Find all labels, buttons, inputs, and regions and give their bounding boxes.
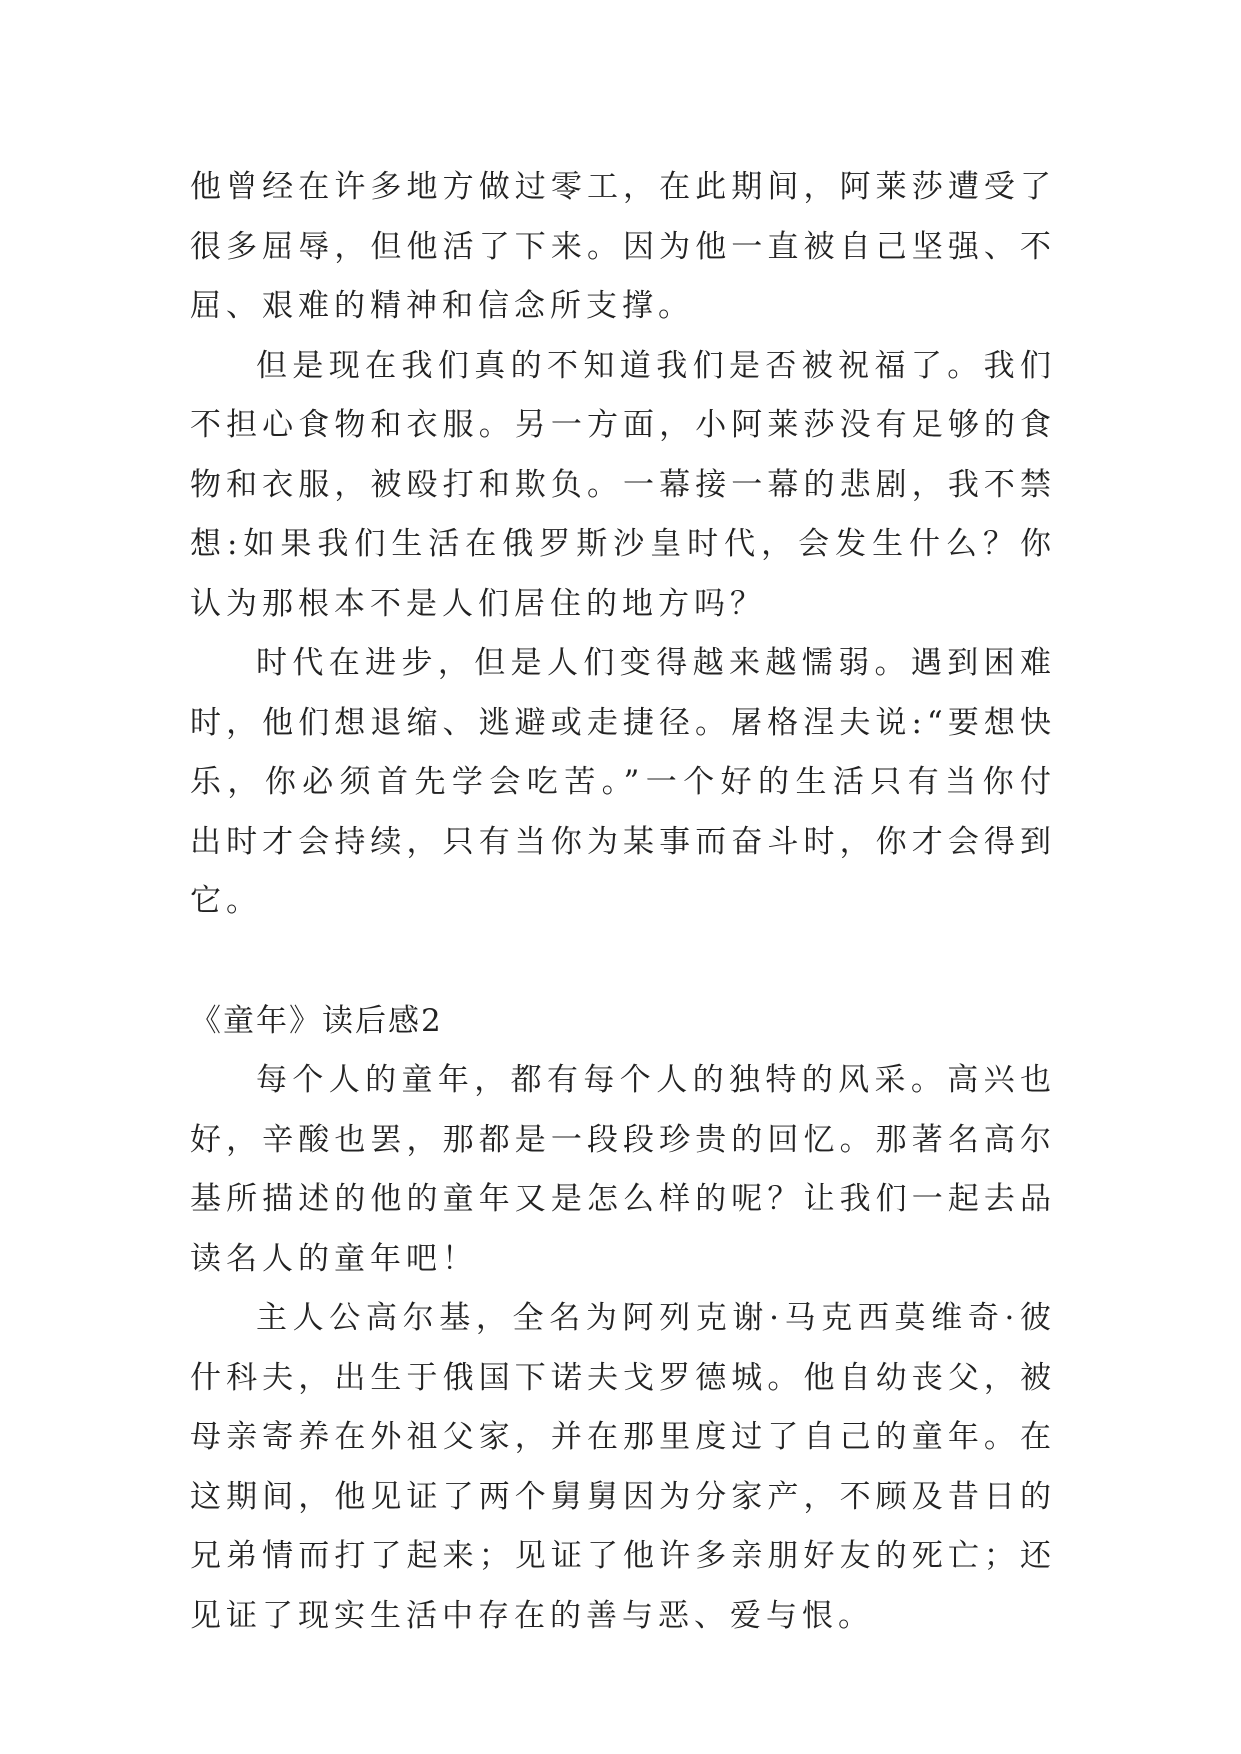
section-title: 《童年》读后感2 — [190, 1002, 443, 1039]
paragraph-protagonist: 主人公高尔基，全名为阿列克谢·马克西莫维奇·彼什科夫，出生于俄国下诺夫戈罗德城。他自幼丧父，被母亲寄养在外祖父家，并在那里度过了自己的童年。在这期间，他见证了两个舅舅因为分家产，不顾及昔日的兄弟情而打了起来；见证了他许多亲朋好友的死亡；还见证了现实生活中存在的善与恶、爱与恨。 — [190, 1300, 1056, 1634]
paragraph-continuation: 他曾经在许多地方做过零工，在此期间，阿莱莎遭受了很多屈辱，但他活了下来。因为他一直被自己坚强、不屈、艰难的精神和信念所支撑。 — [190, 169, 1056, 324]
document-body — [190, 158, 1056, 1646]
paragraph-blessing: 但是现在我们真的不知道我们是否被祝福了。我们不担心食物和衣服。另一方面，小阿莱莎没有足够的食物和衣服，被殴打和欺负。一幕接一幕的悲剧，我不禁想:如果我们生活在俄罗斯沙皇时代，会发生什么？你认为那根本不是人们居住的地方吗？ — [190, 347, 1056, 622]
paragraph-childhood-intro: 每个人的童年，都有每个人的独特的风采。高兴也好，辛酸也罢，那都是一段段珍贵的回忆。那著名高尔基所描述的他的童年又是怎么样的呢？让我们一起去品读名人的童年吧！ — [190, 1062, 1056, 1277]
paragraph-progress: 时代在进步，但是人们变得越来越懦弱。遇到困难时，他们想退缩、逃避或走捷径。屠格涅夫说:“要想快乐，你必须首先学会吃苦。”一个好的生活只有当你付出时才会持续，只有当你为某事而奋斗时，你才会得到它。 — [190, 645, 1056, 919]
